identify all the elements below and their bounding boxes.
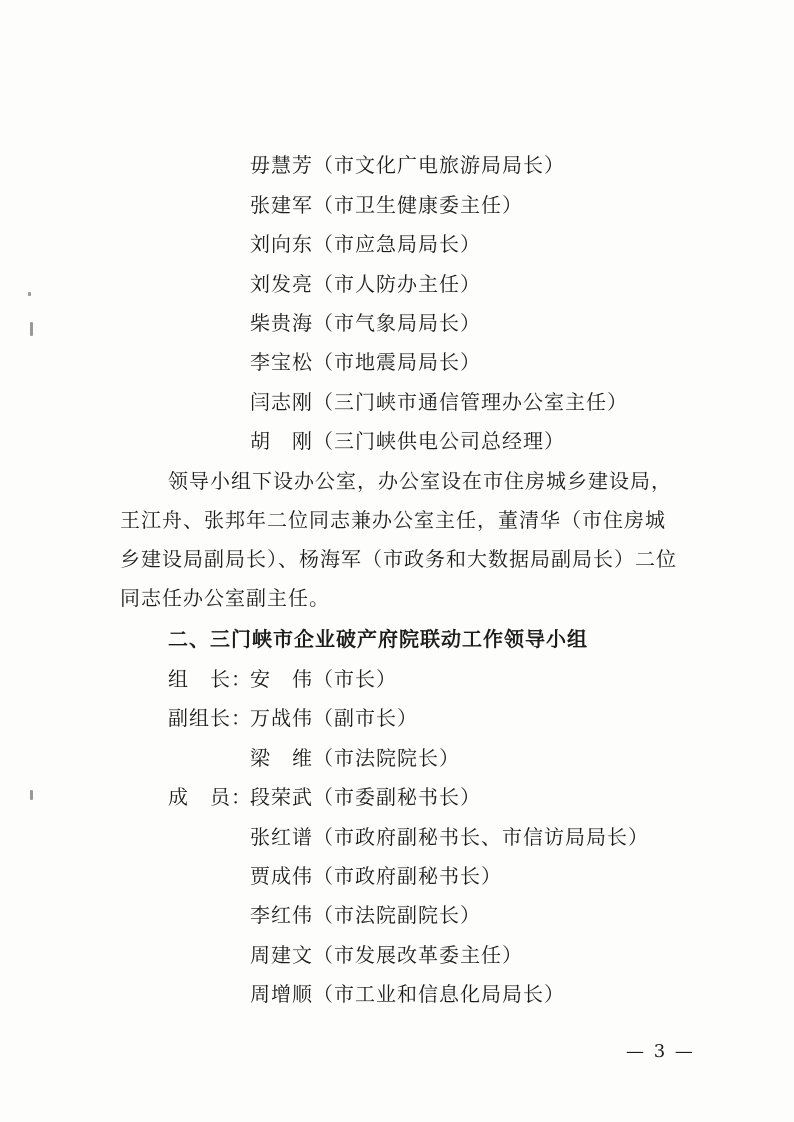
scan-speck xyxy=(30,790,33,800)
deputy-name: 梁 维（市法院院长） xyxy=(250,746,460,770)
member-line: 刘发亮（市人防办主任） xyxy=(250,272,481,296)
scan-speck xyxy=(28,292,31,296)
members-label: 成 员： xyxy=(168,785,252,809)
member-line: 毋慧芳（市文化广电旅游局局长） xyxy=(250,153,565,177)
member-line: 周建文（市发展改革委主任） xyxy=(250,943,523,967)
member-line: 刘向东（市应急局局长） xyxy=(250,232,481,256)
page-number: — 3 — xyxy=(626,1041,695,1062)
deputy-name: 万战伟（副市长） xyxy=(250,706,418,730)
member-line: 柴贵海（市气象局局长） xyxy=(250,311,481,335)
member-line: 李宝松（市地震局局长） xyxy=(250,350,481,374)
member-line: 周增顺（市工业和信息化局局长） xyxy=(250,982,565,1006)
leader-name: 安 伟（市长） xyxy=(250,667,397,691)
member-line: 贾成伟（市政府副秘书长） xyxy=(250,864,502,888)
section-heading: 二、三门峡市企业破产府院联动工作领导小组 xyxy=(168,627,588,651)
member-line: 张建军（市卫生健康委主任） xyxy=(250,193,523,217)
scan-speck xyxy=(30,322,33,336)
office-paragraph: 领导小组下设办公室，办公室设在市住房城乡建设局，王江舟、张邦年二位同志兼办公室主任，董清华（市住房城乡建设局副局长）、杨海军（市政务和大数据局副局长）二位同志任办公室副主任。 xyxy=(120,469,677,610)
member-line: 闫志刚（三门峡市通信管理办公室主任） xyxy=(250,390,628,414)
member-line: 李红伟（市法院副院长） xyxy=(250,903,481,927)
leader-label: 组 长： xyxy=(168,667,252,691)
member-line: 胡 刚（三门峡供电公司总经理） xyxy=(250,429,565,453)
member-line: 张红谱（市政府副秘书长、市信访局局长） xyxy=(250,825,649,849)
member-line: 段荣武（市委副秘书长） xyxy=(250,785,481,809)
deputy-label: 副组长： xyxy=(168,706,252,730)
